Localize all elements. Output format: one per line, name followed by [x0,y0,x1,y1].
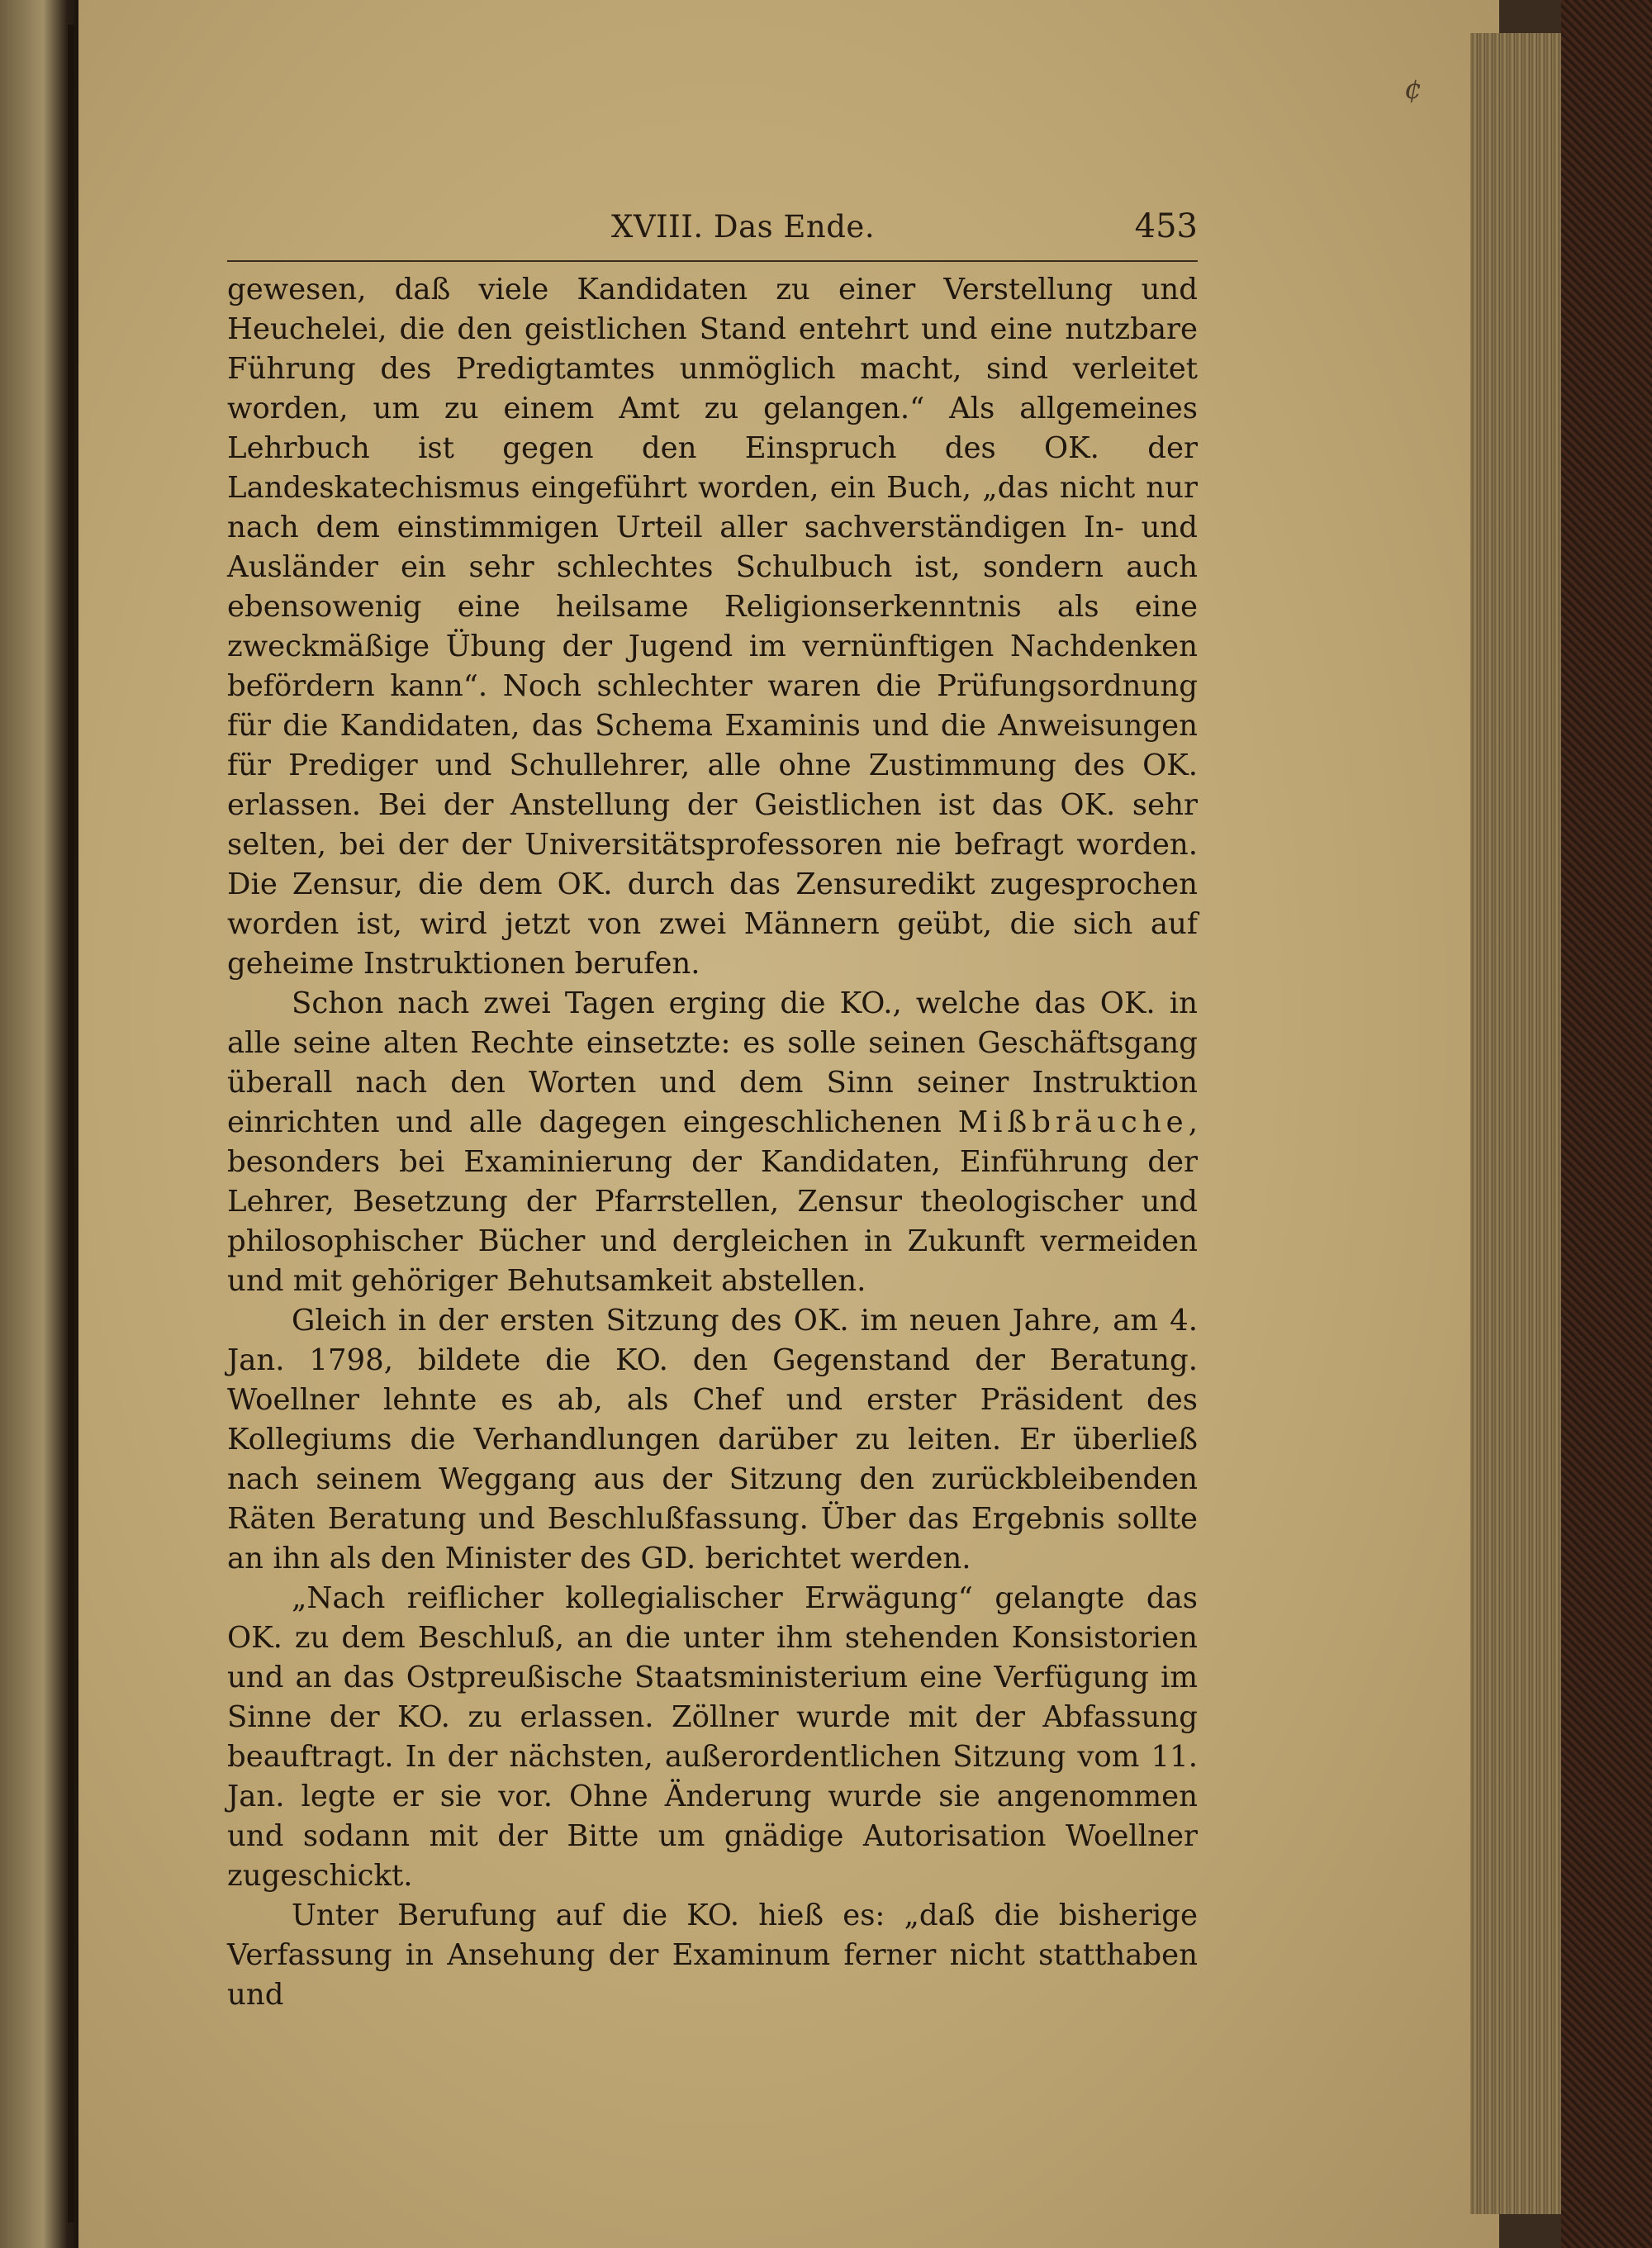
binding-gutter [68,25,74,2222]
pencil-mark: ¢ [1404,73,1422,106]
paragraph: Unter Berufung auf die KO. hieß es: „daß die bisherige Verfassung in Ansehung der Examinum ferner nicht statthaben und [227,1899,1198,2012]
paragraph: gewesen, daß viele Kandidaten zu einer Verstellung und Heuchelei, die den geistlichen Stand entehrt und eine nutzbare Führung des Predigtamtes unmöglich macht, sind verleitet worden, um zu einem Amt zu gelangen.“ Als allgemeines Lehrbuch ist gegen den Einspruch des OK. der Landeskatechismus eingeführt worden, ein Buch, „das nicht nur nach dem einstimmigen Urteil aller sachverständigen In- und Ausländer ein sehr schlechtes Schulbuch ist, sondern auch ebensowenig eine heilsame Religionserkenntnis als eine zweckmäßige Übung der Jugend im vernünftigen Nachdenken befördern kann“. Noch schlechter waren die Prüfungsordnung für die Kandidaten, das Schema Examinis und die Anweisungen für Prediger und Schullehrer, alle ohne Zustimmung des OK. erlassen. Bei der Anstellung der Geistlichen ist das OK. sehr selten, bei der der Universitätsprofessoren nie befragt worden. Die Zensur, die dem OK. durch das Zensuredikt zugesprochen worden ist, wird jetzt von zwei Männern geübt, die sich auf geheime Instruktionen berufen. [227,273,1198,981]
header-rule [227,260,1198,262]
running-title: XVIII. Das Ende. [611,209,876,245]
paragraph: Gleich in der ersten Sitzung des OK. im neuen Jahre, am 4. Jan. 1798, bildete die KO. den Gegenstand der Beratung. Woellner lehnte es ab, als Chef und erster Präsident des Kollegiums die Verhandlungen darüber zu leiten. Er überließ nach seinem Weggang aus der Sitzung den zurückbleibenden Räten Beratung und Beschlußfassung. Über das Ergebnis sollte an ihn als den Minister des GD. berichtet werden. [227,1304,1198,1576]
emphasized-word: Mißbräuche [957,1105,1189,1139]
page-number: 453 [1134,207,1198,245]
page-header [227,202,1198,252]
paragraph-text: Schon nach zwei Tagen erging die KO., welche das OK. in alle seine alten Rechte einsetzte: es solle seinen Geschäftsgang überall nach den Worten und dem Sinn seiner Instruktion einrichten und alle dagegen eingeschlichenen [227,986,1198,1139]
previous-page-edge [0,0,78,2248]
body-text [227,270,1198,2015]
paragraph: „Nach reiflicher kollegialischer Erwägung“ gelangte das OK. zu dem Beschluß, an die unter ihm stehenden Konsistorien und an das Ostpreußische Staatsministerium eine Verfügung im Sinne der KO. zu erlassen. Zöllner wurde mit der Abfassung beauftragt. In der nächsten, außerordentlichen Sitzung vom 11. Jan. legte er sie vor. Ohne Änderung wurde sie angenommen und sodann mit der Bitte um gnädige Autorisation Woellner zugeschickt. [227,1581,1198,1893]
book-cover-edge [1561,0,1652,2248]
paragraph [227,984,1198,1301]
paragraph-text: , besonders bei Examinierung der Kandidaten, Einführung der Lehrer, Besetzung der Pfarrstellen, Zensur theologischer und philosophischer Bücher und dergleichen in Zukunft vermeiden und mit gehöriger Behutsamkeit abstellen. [227,1105,1198,1298]
page-block-edges [1470,33,1569,2214]
